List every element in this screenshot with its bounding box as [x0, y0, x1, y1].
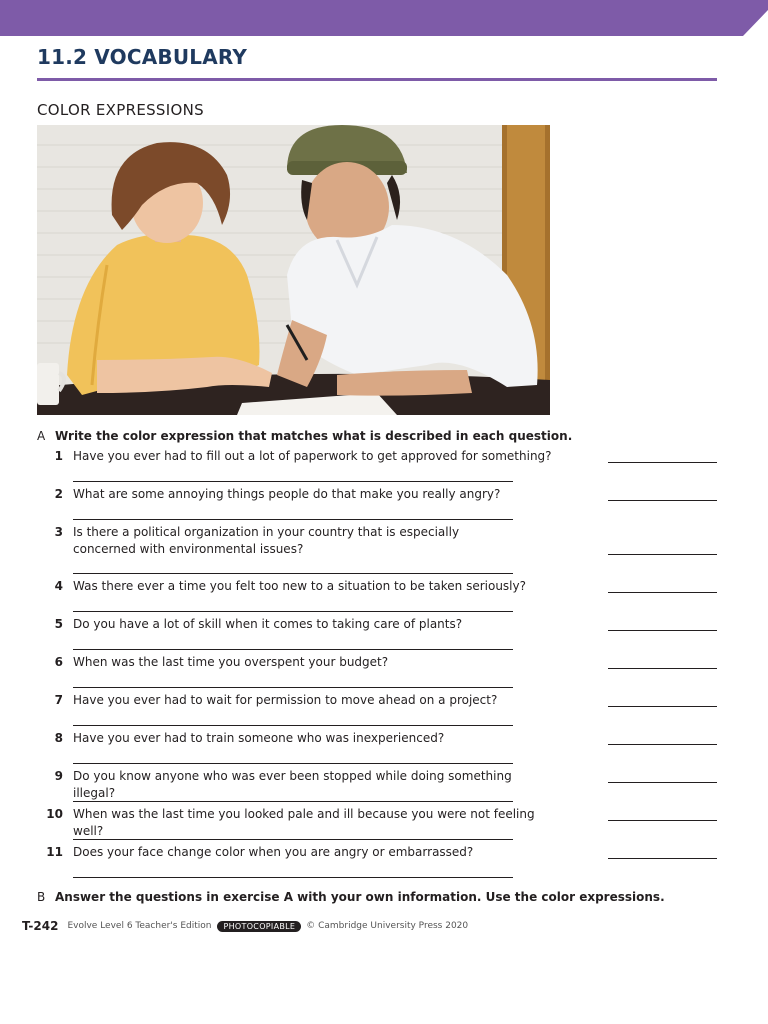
response-line[interactable]: [73, 519, 513, 520]
question-number: 3: [54, 525, 63, 539]
exercise-a-letter: A: [37, 429, 46, 443]
response-line[interactable]: [73, 839, 513, 840]
answer-blank[interactable]: [608, 668, 717, 669]
response-line[interactable]: [73, 801, 513, 802]
answer-blank[interactable]: [608, 858, 717, 859]
question-number: 4: [54, 579, 63, 593]
exercise-b-text: Answer the questions in exercise A with your own information. Use the color expressions.: [55, 890, 665, 904]
question-text: What are some annoying things people do that make you really angry?: [73, 487, 501, 501]
answer-blank[interactable]: [608, 782, 717, 783]
question-text: Have you ever had to train someone who was inexperienced?: [73, 731, 445, 745]
question-number: 6: [54, 655, 63, 669]
answer-blank[interactable]: [608, 630, 717, 631]
question-text: Have you ever had to fill out a lot of paperwork to get approved for something?: [73, 449, 552, 463]
question-number: 8: [54, 731, 63, 745]
question-number: 2: [54, 487, 63, 501]
question-number: 9: [54, 769, 63, 783]
answer-blank[interactable]: [608, 554, 717, 555]
question-number: 10: [46, 807, 63, 821]
answer-blank[interactable]: [608, 706, 717, 707]
response-line[interactable]: [73, 611, 513, 612]
section-title: 11.2 VOCABULARY: [37, 45, 248, 69]
exercise-b-instruction: [37, 890, 665, 904]
exercise-b-letter: B: [37, 890, 46, 904]
question-number: 7: [54, 693, 63, 707]
question-text: Have you ever had to wait for permission to move ahead on a project?: [73, 693, 498, 707]
question-text: When was the last time you overspent your budget?: [73, 655, 389, 669]
page-number: T-242: [22, 919, 59, 933]
question-text: Does your face change color when you are angry or embarrassed?: [73, 845, 474, 859]
top-color-band: [0, 0, 768, 36]
question-text: Do you know anyone who was ever been stopped while doing something illegal?: [73, 769, 512, 800]
answer-blank[interactable]: [608, 462, 717, 463]
page-footer: [22, 919, 468, 933]
question-number: 1: [54, 449, 63, 463]
answer-blank[interactable]: [608, 592, 717, 593]
answer-blank[interactable]: [608, 744, 717, 745]
response-line[interactable]: [73, 481, 513, 482]
response-line[interactable]: [73, 687, 513, 688]
exercise-a-text: Write the color expression that matches what is described in each question.: [55, 429, 573, 443]
title-divider: [37, 78, 717, 81]
answer-blank[interactable]: [608, 500, 717, 501]
question-text: Do you have a lot of skill when it comes to taking care of plants?: [73, 617, 463, 631]
question-text: Is there a political organization in your country that is especially concerned with environmental issues?: [73, 525, 460, 556]
exercise-a-instruction: [37, 429, 572, 443]
answer-blank[interactable]: [608, 820, 717, 821]
question-text: When was the last time you looked pale and ill because you were not feeling well?: [73, 807, 535, 838]
response-line[interactable]: [73, 649, 513, 650]
question-number: 11: [46, 845, 63, 859]
copyright-text: © Cambridge University Press 2020: [306, 921, 469, 931]
section-subtitle: COLOR EXPRESSIONS: [37, 101, 204, 119]
response-line[interactable]: [73, 573, 513, 574]
photo-two-people-filling-form: [37, 125, 550, 415]
edition-label: Evolve Level 6 Teacher's Edition: [67, 921, 212, 931]
response-line[interactable]: [73, 763, 513, 764]
question-text: Was there ever a time you felt too new to a situation to be taken seriously?: [73, 579, 526, 593]
photocopiable-badge: PHOTOCOPIABLE: [217, 921, 301, 932]
question-number: 5: [54, 617, 63, 631]
response-line[interactable]: [73, 877, 513, 878]
response-line[interactable]: [73, 725, 513, 726]
